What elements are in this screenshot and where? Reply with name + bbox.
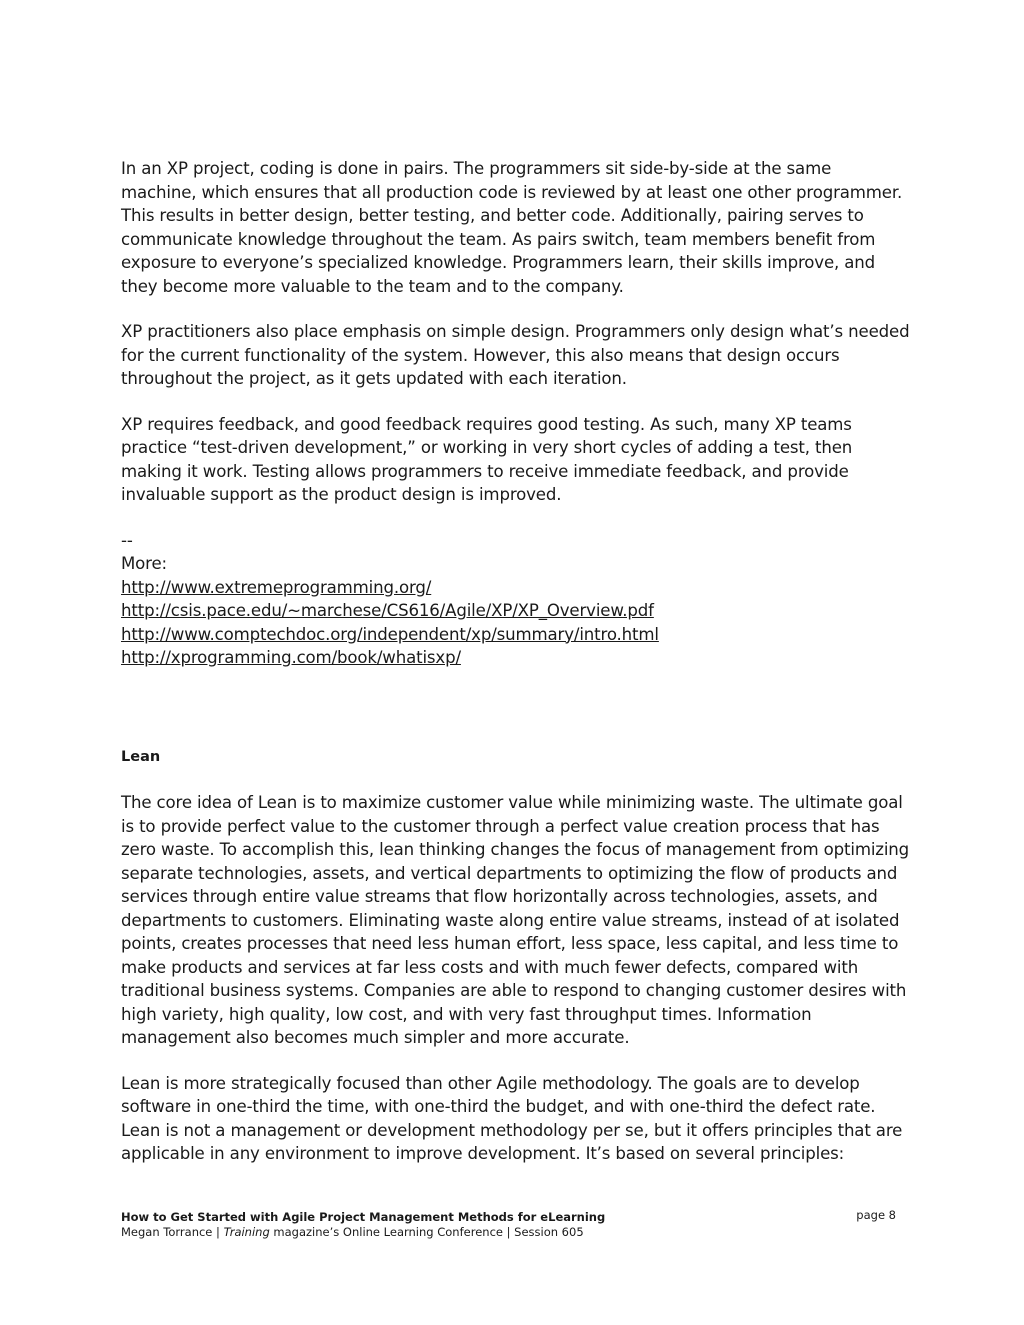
- paragraph-simple-design: XP practitioners also place emphasis on simple design. Programmers only design what’s needed for the current functionality of the system. However, this also means that design occurs throughout the project, as it gets updated with each iteration.: [121, 322, 910, 388]
- footer-author: Megan Torrance |: [121, 1225, 224, 1239]
- paragraph-pair-programming: In an XP project, coding is done in pairs. The programmers sit side-by-side at the same machine, which ensures that all production code is reviewed by at least one other programmer. This results in better design, better testing, and better code. Additionally, pairing serves to communicate knowledge throughout the team. As pairs switch, team members benefit from exposure to everyone’s specialized knowledge. Programmers learn, their skills improve, and they become more valuable to the team and to the company.: [121, 159, 903, 296]
- more-links-block: [121, 529, 911, 670]
- separator-dash: --: [121, 530, 133, 550]
- paragraph-lean-core-idea: The core idea of Lean is to maximize customer value while minimizing waste. The ultimate goal is to provide perfect value to the customer through a perfect value creation process that has zero waste. To accomplish this, lean thinking changes the focus of management from optimizing separate technologies, assets, and vertical departments to optimizing the flow of products and services through entire value streams that flow horizontally across technologies, assets, and departments to customers. Eliminating waste along entire value streams, instead of at isolated points, creates processes that need less human effort, less space, less capital, and less time to make products and services at far less costs and with much fewer defects, compared with traditional business systems. Companies are able to respond to changing customer desires with high variety, high quality, low cost, and with very fast throughput times. Information management also becomes much simpler and more accurate.: [121, 793, 910, 1047]
- link-xprogramming[interactable]: http://xprogramming.com/book/whatisxp/: [121, 648, 461, 667]
- more-label: More:: [121, 554, 167, 573]
- xp-section-body: [121, 157, 911, 670]
- footer-magazine: Training: [223, 1225, 270, 1239]
- link-csis-pace[interactable]: http://csis.pace.edu/~marchese/CS616/Agile/XP/XP_Overview.pdf: [121, 601, 654, 620]
- link-comptechdoc[interactable]: http://www.comptechdoc.org/independent/xp/summary/intro.html: [121, 624, 659, 644]
- lean-heading: Lean: [121, 749, 161, 765]
- paragraph-feedback-testing: XP requires feedback, and good feedback requires good testing. As such, many XP teams practice “test-driven development,” or working in very short cycles of adding a test, then making it work. Testing allows programmers to receive immediate feedback, and provide invaluable support as the product design is improved.: [121, 414, 853, 504]
- footer-credits: [121, 1225, 901, 1240]
- lean-section-body: [121, 791, 911, 1188]
- page-number: page 8: [856, 1208, 896, 1222]
- link-extremeprogramming[interactable]: http://www.extremeprogramming.org/: [121, 577, 432, 597]
- footer-title: How to Get Started with Agile Project Management Methods for eLearning: [121, 1210, 606, 1224]
- paragraph-lean-strategy: Lean is more strategically focused than other Agile methodology. The goals are to develop software in one-third the time, with one-third the budget, and with one-third the defect rate. Lean is not a management or development methodology per se, but it offers principles that are applicable in any environment to improve development. It’s based on several principles:: [121, 1073, 903, 1163]
- page-footer: [121, 1210, 901, 1240]
- footer-conference: magazine’s Online Learning Conference | Session 605: [269, 1225, 584, 1239]
